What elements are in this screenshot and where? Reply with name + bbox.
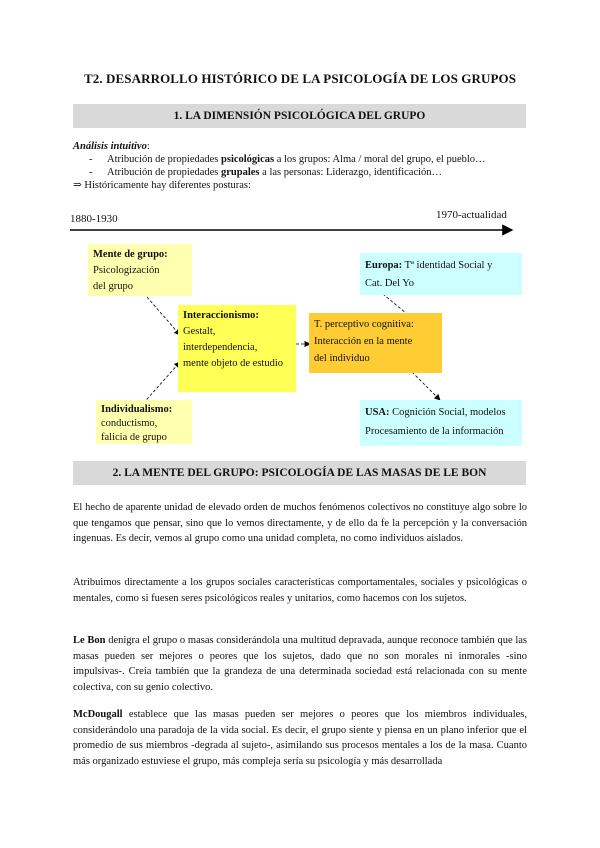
box-europa-line1: Europa: Tª identidad Social y [365, 260, 493, 271]
intro-item-1-text: Atribución de propiedades psicológicas a los grupos: Alma / moral del grupo, el pueblo… [107, 154, 486, 165]
paragraph-4: McDougall establece que las masas pueden ser mejores o peores que los miembros individuales, considerándolo una paradoja de la vida social. Es decir, el grupo siente y piensa en un plano inferior que el promedio de sus miembros -degrada al sujeto-, asimilando sus procesos mentales a los de la masa. Cuanto más organizado estuviese el grupo, más compleja sería su psicología y más desarrollada [73, 709, 527, 767]
document-title: T2. DESARROLLO HISTÓRICO DE LA PSICOLOGÍA DE LOS GRUPOS [83, 71, 517, 86]
box-inter-line1: Gestalt, [183, 326, 216, 337]
intro-heading-label: Análisis intuitivo [73, 141, 147, 152]
box-usa-line2: Procesamiento de la información [365, 426, 504, 437]
box-perceptivo-line2: Interacción en la mente [314, 336, 413, 347]
box-mente-de-grupo [88, 244, 192, 296]
box-inter-title: Interaccionismo: [183, 310, 259, 321]
paragraph-2: Atribuimos directamente a los grupos sociales características comportamentales, sociales y psicológicas o mentales, como si fuesen seres psicológicos reales y unitarios, como hacemos con los sujetos. [73, 577, 527, 604]
box-mente-line2: del grupo [93, 281, 133, 292]
box-europa [360, 253, 522, 295]
box-inter-line3: mente objeto de estudio [183, 358, 284, 369]
box-usa [360, 400, 522, 446]
mcdougall-name: McDougall [73, 709, 123, 720]
box-interaccionismo [178, 305, 296, 392]
intro-arrow-line: ⇒ Históricamente hay diferentes posturas: [73, 180, 251, 191]
bullet-dash: - [89, 154, 93, 165]
box-indiv-line1: conductismo, [101, 418, 158, 429]
section-1-heading-text: 1. LA DIMENSIÓN PSICOLÓGICA DEL GRUPO [173, 110, 426, 122]
box-mente-line1: Psicologización [93, 265, 160, 276]
section-2-heading-text: 2. LA MENTE DEL GRUPO: PSICOLOGÍA DE LAS MASAS DE LE BON [112, 467, 487, 479]
intro-item-2-text: Atribución de propiedades grupales a las personas: Liderazgo, identificación… [107, 167, 443, 178]
box-indiv-line2: falicia de grupo [101, 432, 167, 443]
box-perceptivo-cognitiva [309, 313, 442, 373]
arrow-to-usa [412, 372, 440, 400]
section-2-heading [73, 461, 526, 485]
bullet-dash: - [89, 167, 93, 178]
arrow-mente-to-inter [147, 297, 180, 335]
paragraph-3: Le Bon denigra el grupo o masas considerándola una multitud depravada, aunque reconoce también que las masas pueden ser mejores o peores que los sujetos, dado que no son morales ni inmorales -sino impulsivas-. Creía también que la grandeza de una determinada sociedad está relacionada con su mente colectiva, con su genio colectivo. [73, 635, 527, 693]
timeline-start-label: 1880-1930 [70, 213, 118, 225]
timeline-end-label: 1970-actualidad [436, 209, 507, 221]
paragraph-1: El hecho de aparente unidad de elevado orden de muchos fenómenos colectivos no constituye algo sobre lo que tengamos que pensar, sino que lo vemos directamente, y de ello da fe la percepción y la conversación ingenuas. Es decir, vemos al grupo como una unidad completa, no como individuos aislados. [73, 502, 527, 544]
box-individualismo [96, 400, 192, 444]
box-mente-title: Mente de grupo: [93, 249, 168, 260]
box-perceptivo-line1: T. perceptivo cognitiva: [314, 319, 414, 330]
box-inter-line2: interdependencia, [183, 342, 258, 353]
box-europa-line2: Cat. Del Yo [365, 278, 415, 289]
box-perceptivo-line3: del individuo [314, 353, 370, 364]
intro-heading-colon: : [146, 141, 150, 152]
box-indiv-title: Individualismo: [101, 404, 173, 415]
box-usa-line1: USA: Cognición Social, modelos [365, 407, 506, 418]
le-bon-name: Le Bon [73, 635, 106, 646]
